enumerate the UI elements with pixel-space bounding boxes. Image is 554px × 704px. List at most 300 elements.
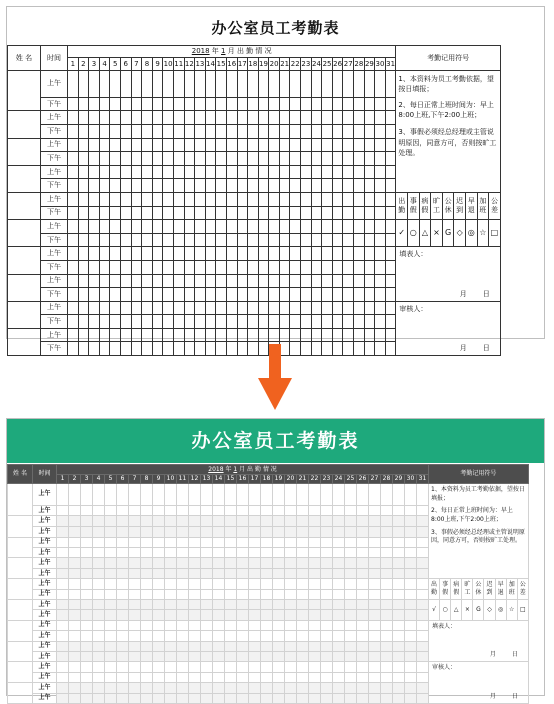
attendance-cell[interactable] <box>248 342 259 356</box>
attendance-cell[interactable] <box>417 599 429 609</box>
attendance-cell[interactable] <box>129 537 141 547</box>
attendance-cell[interactable] <box>364 315 375 329</box>
attendance-cell[interactable] <box>117 484 129 506</box>
attendance-cell[interactable] <box>173 260 184 274</box>
attendance-cell[interactable] <box>375 260 386 274</box>
attendance-cell[interactable] <box>153 610 165 620</box>
attendance-cell[interactable] <box>89 220 100 234</box>
attendance-cell[interactable] <box>173 138 184 152</box>
attendance-cell[interactable] <box>173 247 184 261</box>
attendance-cell[interactable] <box>142 247 153 261</box>
attendance-cell[interactable] <box>357 693 369 703</box>
attendance-cell[interactable] <box>279 206 290 220</box>
attendance-cell[interactable] <box>93 693 105 703</box>
attendance-cell[interactable] <box>195 179 206 193</box>
attendance-cell[interactable] <box>184 71 195 98</box>
attendance-cell[interactable] <box>273 548 285 558</box>
attendance-cell[interactable] <box>141 662 153 672</box>
attendance-cell[interactable] <box>120 328 131 342</box>
attendance-cell[interactable] <box>290 165 301 179</box>
attendance-cell[interactable] <box>332 260 343 274</box>
attendance-cell[interactable] <box>105 599 117 609</box>
attendance-cell[interactable] <box>364 152 375 166</box>
attendance-cell[interactable] <box>105 505 117 515</box>
attendance-cell[interactable] <box>385 301 396 315</box>
attendance-cell[interactable] <box>249 516 261 527</box>
attendance-cell[interactable] <box>165 537 177 547</box>
attendance-cell[interactable] <box>153 516 165 527</box>
attendance-cell[interactable] <box>131 124 142 138</box>
attendance-cell[interactable] <box>226 152 237 166</box>
attendance-cell[interactable] <box>248 206 259 220</box>
attendance-cell[interactable] <box>297 599 309 609</box>
attendance-cell[interactable] <box>237 610 249 620</box>
attendance-cell[interactable] <box>163 342 174 356</box>
attendance-cell[interactable] <box>141 631 153 641</box>
attendance-cell[interactable] <box>184 111 195 125</box>
attendance-cell[interactable] <box>131 138 142 152</box>
attendance-cell[interactable] <box>273 568 285 578</box>
attendance-cell[interactable] <box>237 620 249 630</box>
attendance-cell[interactable] <box>99 315 110 329</box>
attendance-cell[interactable] <box>237 165 248 179</box>
attendance-cell[interactable] <box>131 328 142 342</box>
attendance-cell[interactable] <box>381 484 393 506</box>
attendance-cell[interactable] <box>177 527 189 537</box>
attendance-cell[interactable] <box>184 220 195 234</box>
attendance-cell[interactable] <box>375 220 386 234</box>
attendance-cell[interactable] <box>141 558 153 568</box>
attendance-cell[interactable] <box>381 568 393 578</box>
attendance-cell[interactable] <box>375 165 386 179</box>
attendance-cell[interactable] <box>184 260 195 274</box>
attendance-cell[interactable] <box>165 599 177 609</box>
attendance-cell[interactable] <box>120 206 131 220</box>
attendance-cell[interactable] <box>173 301 184 315</box>
attendance-cell[interactable] <box>364 165 375 179</box>
attendance-cell[interactable] <box>177 548 189 558</box>
attendance-cell[interactable] <box>117 589 129 599</box>
attendance-cell[interactable] <box>301 124 312 138</box>
attendance-cell[interactable] <box>237 505 249 515</box>
attendance-cell[interactable] <box>165 683 177 693</box>
attendance-cell[interactable] <box>177 641 189 651</box>
attendance-cell[interactable] <box>301 111 312 125</box>
attendance-cell[interactable] <box>393 516 405 527</box>
attendance-cell[interactable] <box>78 328 89 342</box>
attendance-cell[interactable] <box>393 620 405 630</box>
attendance-cell[interactable] <box>110 97 121 111</box>
attendance-cell[interactable] <box>333 683 345 693</box>
attendance-cell[interactable] <box>173 288 184 302</box>
attendance-cell[interactable] <box>216 192 227 206</box>
attendance-cell[interactable] <box>213 641 225 651</box>
attendance-cell[interactable] <box>322 179 333 193</box>
attendance-cell[interactable] <box>364 342 375 356</box>
attendance-cell[interactable] <box>322 288 333 302</box>
attendance-cell[interactable] <box>417 631 429 641</box>
attendance-cell[interactable] <box>120 71 131 98</box>
attendance-cell[interactable] <box>89 71 100 98</box>
attendance-cell[interactable] <box>141 568 153 578</box>
attendance-cell[interactable] <box>405 484 417 506</box>
attendance-cell[interactable] <box>333 484 345 506</box>
attendance-cell[interactable] <box>110 220 121 234</box>
attendance-cell[interactable] <box>129 558 141 568</box>
attendance-cell[interactable] <box>78 342 89 356</box>
attendance-cell[interactable] <box>285 651 297 661</box>
attendance-cell[interactable] <box>285 505 297 515</box>
attendance-cell[interactable] <box>332 315 343 329</box>
attendance-cell[interactable] <box>311 124 322 138</box>
attendance-cell[interactable] <box>279 328 290 342</box>
attendance-cell[interactable] <box>321 558 333 568</box>
attendance-cell[interactable] <box>93 548 105 558</box>
attendance-cell[interactable] <box>173 97 184 111</box>
attendance-cell[interactable] <box>417 558 429 568</box>
attendance-cell[interactable] <box>364 233 375 247</box>
attendance-cell[interactable] <box>249 548 261 558</box>
filler-sign-cell[interactable] <box>396 247 500 301</box>
attendance-cell[interactable] <box>57 610 69 620</box>
attendance-cell[interactable] <box>142 288 153 302</box>
attendance-cell[interactable] <box>69 683 81 693</box>
attendance-cell[interactable] <box>248 111 259 125</box>
attendance-cell[interactable] <box>309 537 321 547</box>
attendance-cell[interactable] <box>226 192 237 206</box>
attendance-cell[interactable] <box>99 179 110 193</box>
attendance-cell[interactable] <box>225 631 237 641</box>
attendance-cell[interactable] <box>184 124 195 138</box>
attendance-cell[interactable] <box>163 247 174 261</box>
attendance-cell[interactable] <box>173 124 184 138</box>
attendance-cell[interactable] <box>333 589 345 599</box>
attendance-cell[interactable] <box>131 233 142 247</box>
attendance-cell[interactable] <box>369 683 381 693</box>
attendance-cell[interactable] <box>153 568 165 578</box>
attendance-cell[interactable] <box>309 579 321 589</box>
attendance-cell[interactable] <box>345 568 357 578</box>
attendance-cell[interactable] <box>99 220 110 234</box>
attendance-cell[interactable] <box>213 548 225 558</box>
attendance-cell[interactable] <box>57 568 69 578</box>
attendance-cell[interactable] <box>297 683 309 693</box>
attendance-cell[interactable] <box>141 548 153 558</box>
attendance-cell[interactable] <box>69 548 81 558</box>
attendance-cell[interactable] <box>173 165 184 179</box>
employee-name-cell[interactable] <box>8 516 33 537</box>
attendance-cell[interactable] <box>258 247 269 261</box>
attendance-cell[interactable] <box>117 527 129 537</box>
attendance-cell[interactable] <box>258 138 269 152</box>
attendance-cell[interactable] <box>237 220 248 234</box>
attendance-cell[interactable] <box>120 152 131 166</box>
attendance-cell[interactable] <box>68 71 79 98</box>
attendance-cell[interactable] <box>201 631 213 641</box>
attendance-cell[interactable] <box>333 641 345 651</box>
attendance-cell[interactable] <box>57 558 69 568</box>
attendance-cell[interactable] <box>163 192 174 206</box>
attendance-cell[interactable] <box>258 328 269 342</box>
attendance-cell[interactable] <box>369 558 381 568</box>
attendance-cell[interactable] <box>93 641 105 651</box>
attendance-cell[interactable] <box>290 124 301 138</box>
attendance-cell[interactable] <box>105 548 117 558</box>
attendance-cell[interactable] <box>165 548 177 558</box>
attendance-cell[interactable] <box>68 97 79 111</box>
attendance-cell[interactable] <box>375 342 386 356</box>
attendance-cell[interactable] <box>357 579 369 589</box>
attendance-cell[interactable] <box>393 610 405 620</box>
attendance-cell[interactable] <box>120 342 131 356</box>
attendance-cell[interactable] <box>273 558 285 568</box>
attendance-cell[interactable] <box>273 516 285 527</box>
attendance-cell[interactable] <box>201 651 213 661</box>
attendance-cell[interactable] <box>258 206 269 220</box>
attendance-cell[interactable] <box>216 111 227 125</box>
attendance-cell[interactable] <box>142 260 153 274</box>
attendance-cell[interactable] <box>269 97 280 111</box>
attendance-cell[interactable] <box>297 610 309 620</box>
attendance-cell[interactable] <box>343 274 354 288</box>
attendance-cell[interactable] <box>321 620 333 630</box>
attendance-cell[interactable] <box>129 631 141 641</box>
attendance-cell[interactable] <box>343 124 354 138</box>
attendance-cell[interactable] <box>301 152 312 166</box>
attendance-cell[interactable] <box>309 516 321 527</box>
attendance-cell[interactable] <box>163 288 174 302</box>
attendance-cell[interactable] <box>375 274 386 288</box>
attendance-cell[interactable] <box>309 693 321 703</box>
attendance-cell[interactable] <box>189 620 201 630</box>
attendance-cell[interactable] <box>152 192 163 206</box>
attendance-cell[interactable] <box>297 662 309 672</box>
attendance-cell[interactable] <box>201 693 213 703</box>
attendance-cell[interactable] <box>290 192 301 206</box>
filler-sign-cell[interactable] <box>429 620 529 662</box>
attendance-cell[interactable] <box>332 220 343 234</box>
attendance-cell[interactable] <box>99 206 110 220</box>
attendance-cell[interactable] <box>110 71 121 98</box>
attendance-cell[interactable] <box>93 610 105 620</box>
attendance-cell[interactable] <box>237 683 249 693</box>
attendance-cell[interactable] <box>69 631 81 641</box>
attendance-cell[interactable] <box>213 558 225 568</box>
attendance-cell[interactable] <box>201 620 213 630</box>
attendance-cell[interactable] <box>393 527 405 537</box>
attendance-cell[interactable] <box>163 138 174 152</box>
attendance-cell[interactable] <box>311 220 322 234</box>
attendance-cell[interactable] <box>153 672 165 682</box>
attendance-cell[interactable] <box>117 610 129 620</box>
attendance-cell[interactable] <box>357 537 369 547</box>
attendance-cell[interactable] <box>369 484 381 506</box>
attendance-cell[interactable] <box>417 620 429 630</box>
attendance-cell[interactable] <box>237 192 248 206</box>
attendance-cell[interactable] <box>301 206 312 220</box>
attendance-cell[interactable] <box>205 233 216 247</box>
attendance-cell[interactable] <box>385 97 396 111</box>
attendance-cell[interactable] <box>153 558 165 568</box>
attendance-cell[interactable] <box>153 484 165 506</box>
attendance-cell[interactable] <box>117 662 129 672</box>
attendance-cell[interactable] <box>369 505 381 515</box>
attendance-cell[interactable] <box>364 206 375 220</box>
attendance-cell[interactable] <box>117 693 129 703</box>
attendance-cell[interactable] <box>381 693 393 703</box>
attendance-cell[interactable] <box>357 516 369 527</box>
attendance-cell[interactable] <box>261 527 273 537</box>
attendance-cell[interactable] <box>258 220 269 234</box>
attendance-cell[interactable] <box>120 274 131 288</box>
attendance-cell[interactable] <box>68 274 79 288</box>
attendance-cell[interactable] <box>78 315 89 329</box>
attendance-cell[interactable] <box>120 97 131 111</box>
attendance-cell[interactable] <box>273 599 285 609</box>
attendance-cell[interactable] <box>225 641 237 651</box>
attendance-cell[interactable] <box>205 260 216 274</box>
attendance-cell[interactable] <box>141 610 153 620</box>
attendance-cell[interactable] <box>81 516 93 527</box>
attendance-cell[interactable] <box>57 505 69 515</box>
attendance-cell[interactable] <box>163 165 174 179</box>
attendance-cell[interactable] <box>309 589 321 599</box>
attendance-cell[interactable] <box>78 274 89 288</box>
attendance-cell[interactable] <box>332 124 343 138</box>
attendance-cell[interactable] <box>165 641 177 651</box>
attendance-cell[interactable] <box>249 579 261 589</box>
attendance-cell[interactable] <box>69 662 81 672</box>
attendance-cell[interactable] <box>385 206 396 220</box>
attendance-cell[interactable] <box>152 124 163 138</box>
attendance-cell[interactable] <box>110 260 121 274</box>
attendance-cell[interactable] <box>269 315 280 329</box>
attendance-cell[interactable] <box>195 342 206 356</box>
attendance-cell[interactable] <box>163 220 174 234</box>
attendance-cell[interactable] <box>201 537 213 547</box>
attendance-cell[interactable] <box>69 641 81 651</box>
attendance-cell[interactable] <box>261 693 273 703</box>
attendance-cell[interactable] <box>322 111 333 125</box>
attendance-cell[interactable] <box>105 662 117 672</box>
attendance-cell[interactable] <box>290 111 301 125</box>
attendance-cell[interactable] <box>177 693 189 703</box>
attendance-cell[interactable] <box>375 315 386 329</box>
attendance-cell[interactable] <box>131 111 142 125</box>
attendance-cell[interactable] <box>237 537 249 547</box>
attendance-cell[interactable] <box>405 662 417 672</box>
attendance-cell[interactable] <box>261 537 273 547</box>
attendance-cell[interactable] <box>311 260 322 274</box>
attendance-cell[interactable] <box>301 288 312 302</box>
attendance-cell[interactable] <box>237 527 249 537</box>
attendance-cell[interactable] <box>258 288 269 302</box>
attendance-cell[interactable] <box>205 138 216 152</box>
attendance-cell[interactable] <box>248 260 259 274</box>
attendance-cell[interactable] <box>142 138 153 152</box>
attendance-cell[interactable] <box>173 206 184 220</box>
attendance-cell[interactable] <box>110 206 121 220</box>
attendance-cell[interactable] <box>189 558 201 568</box>
attendance-cell[interactable] <box>369 579 381 589</box>
attendance-cell[interactable] <box>195 328 206 342</box>
attendance-cell[interactable] <box>333 672 345 682</box>
attendance-cell[interactable] <box>321 641 333 651</box>
attendance-cell[interactable] <box>354 301 365 315</box>
attendance-cell[interactable] <box>248 328 259 342</box>
attendance-cell[interactable] <box>165 589 177 599</box>
attendance-cell[interactable] <box>225 672 237 682</box>
attendance-cell[interactable] <box>153 505 165 515</box>
attendance-cell[interactable] <box>142 342 153 356</box>
attendance-cell[interactable] <box>99 124 110 138</box>
attendance-cell[interactable] <box>93 516 105 527</box>
employee-name-cell[interactable] <box>8 220 41 247</box>
attendance-cell[interactable] <box>226 247 237 261</box>
attendance-cell[interactable] <box>279 260 290 274</box>
attendance-cell[interactable] <box>173 328 184 342</box>
attendance-cell[interactable] <box>258 97 269 111</box>
attendance-cell[interactable] <box>213 568 225 578</box>
attendance-cell[interactable] <box>177 568 189 578</box>
attendance-cell[interactable] <box>68 342 79 356</box>
employee-name-cell[interactable] <box>8 484 33 516</box>
attendance-cell[interactable] <box>177 505 189 515</box>
attendance-cell[interactable] <box>93 505 105 515</box>
attendance-cell[interactable] <box>165 672 177 682</box>
attendance-cell[interactable] <box>237 342 248 356</box>
attendance-cell[interactable] <box>213 631 225 641</box>
attendance-cell[interactable] <box>78 192 89 206</box>
attendance-cell[interactable] <box>248 247 259 261</box>
attendance-cell[interactable] <box>385 288 396 302</box>
attendance-cell[interactable] <box>311 247 322 261</box>
attendance-cell[interactable] <box>273 672 285 682</box>
attendance-cell[interactable] <box>248 152 259 166</box>
attendance-cell[interactable] <box>89 192 100 206</box>
attendance-cell[interactable] <box>258 233 269 247</box>
attendance-cell[interactable] <box>364 124 375 138</box>
attendance-cell[interactable] <box>285 599 297 609</box>
attendance-cell[interactable] <box>381 620 393 630</box>
attendance-cell[interactable] <box>78 233 89 247</box>
attendance-cell[interactable] <box>68 301 79 315</box>
attendance-cell[interactable] <box>205 274 216 288</box>
attendance-cell[interactable] <box>381 651 393 661</box>
attendance-cell[interactable] <box>375 124 386 138</box>
attendance-cell[interactable] <box>417 527 429 537</box>
attendance-cell[interactable] <box>105 651 117 661</box>
attendance-cell[interactable] <box>110 111 121 125</box>
attendance-cell[interactable] <box>57 651 69 661</box>
attendance-cell[interactable] <box>99 247 110 261</box>
attendance-cell[interactable] <box>322 233 333 247</box>
attendance-cell[interactable] <box>297 527 309 537</box>
attendance-cell[interactable] <box>226 71 237 98</box>
attendance-cell[interactable] <box>417 672 429 682</box>
attendance-cell[interactable] <box>141 599 153 609</box>
attendance-cell[interactable] <box>261 631 273 641</box>
attendance-cell[interactable] <box>311 152 322 166</box>
attendance-cell[interactable] <box>322 274 333 288</box>
attendance-cell[interactable] <box>343 111 354 125</box>
attendance-cell[interactable] <box>99 111 110 125</box>
attendance-cell[interactable] <box>290 288 301 302</box>
attendance-cell[interactable] <box>321 548 333 558</box>
attendance-cell[interactable] <box>99 97 110 111</box>
attendance-cell[interactable] <box>226 260 237 274</box>
attendance-cell[interactable] <box>213 662 225 672</box>
